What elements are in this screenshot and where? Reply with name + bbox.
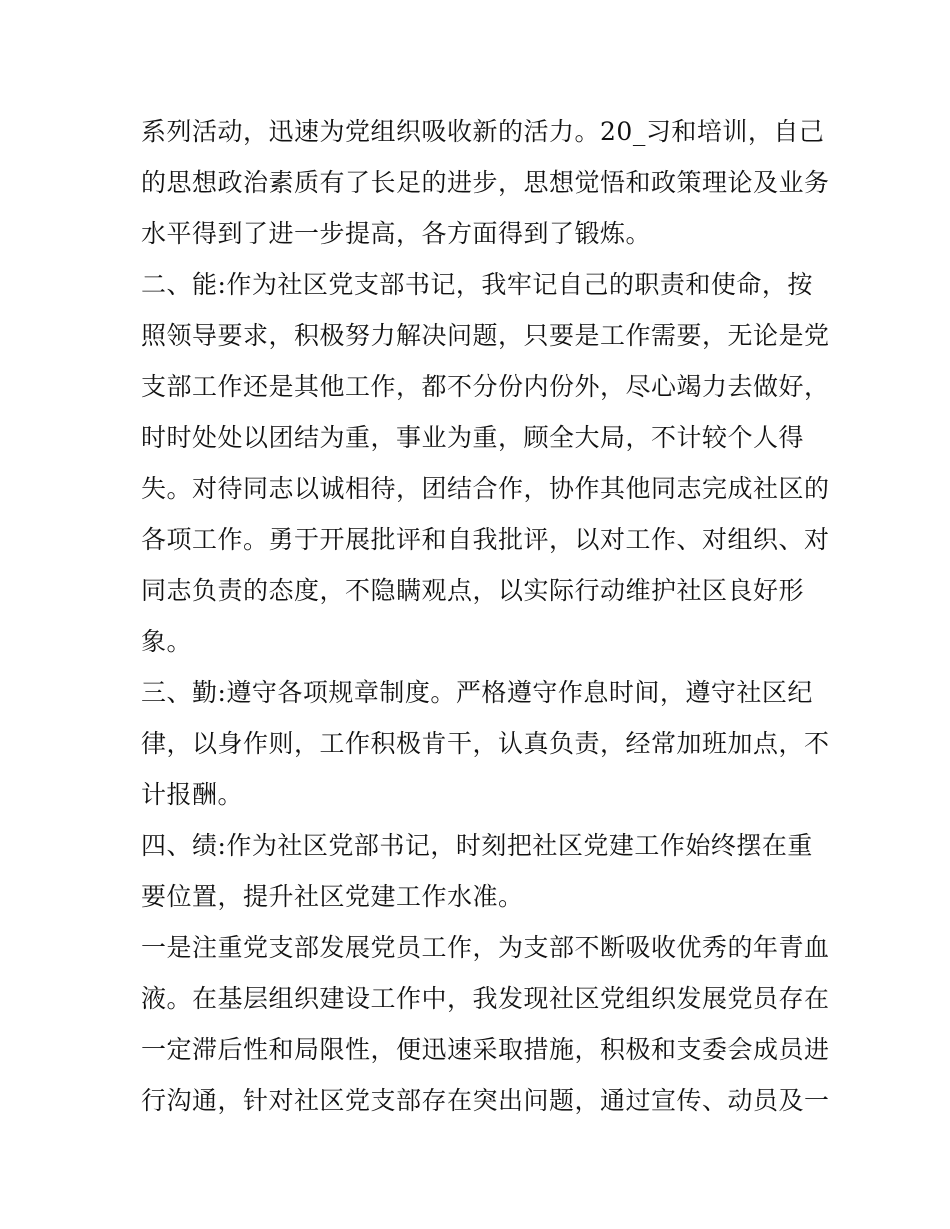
text-line: 要位置，提升社区党建工作水准。 <box>141 882 524 911</box>
text-line: 二、能:作为社区党支部书记，我牢记自己的职责和使命，按 <box>141 270 813 299</box>
text-line: 三、勤:遵守各项规章制度。严格遵守作息时间，遵守社区纪 <box>141 678 813 707</box>
text-line: 支部工作还是其他工作，都不分份内份外，尽心竭力去做好， <box>141 372 830 401</box>
text-line: 照领导要求，积极努力解决问题，只要是工作需要，无论是党 <box>141 321 830 350</box>
text-line: 象。 <box>141 627 193 656</box>
text-line: 一定滞后性和局限性，便迅速采取措施，积极和支委会成员进 <box>141 1035 830 1064</box>
text-line: 时时处处以团结为重，事业为重，顾全大局，不计较个人得 <box>141 423 805 452</box>
text-line: 计报酬。 <box>141 780 244 809</box>
text-line: 液。在基层组织建设工作中，我发现社区党组织发展党员存在 <box>141 984 830 1013</box>
text-line: 一是注重党支部发展党员工作，为支部不断吸收优秀的年青血 <box>141 933 830 962</box>
text-line: 的思想政治素质有了长足的进步，思想觉悟和政策理论及业务 <box>141 168 830 197</box>
text-line: 失。对待同志以诚相待，团结合作，协作其他同志完成社区的 <box>141 474 830 503</box>
text-line: 行沟通，针对社区党支部存在突出问题，通过宣传、动员及一 <box>141 1086 830 1115</box>
text-line: 同志负责的态度，不隐瞒观点，以实际行动维护社区良好形 <box>141 576 805 605</box>
document-body <box>141 106 830 1126</box>
text-line: 律，以身作则，工作积极肯干，认真负责，经常加班加点，不 <box>141 729 830 758</box>
text-line: 水平得到了进一步提高，各方面得到了锻炼。 <box>141 219 652 248</box>
text-line: 系列活动，迅速为党组织吸收新的活力。20_习和培训，自己 <box>141 117 825 146</box>
text-line: 各项工作。勇于开展批评和自我批评，以对工作、对组织、对 <box>141 525 830 554</box>
text-line: 四、绩:作为社区党部书记，时刻把社区党建工作始终摆在重 <box>141 831 813 860</box>
